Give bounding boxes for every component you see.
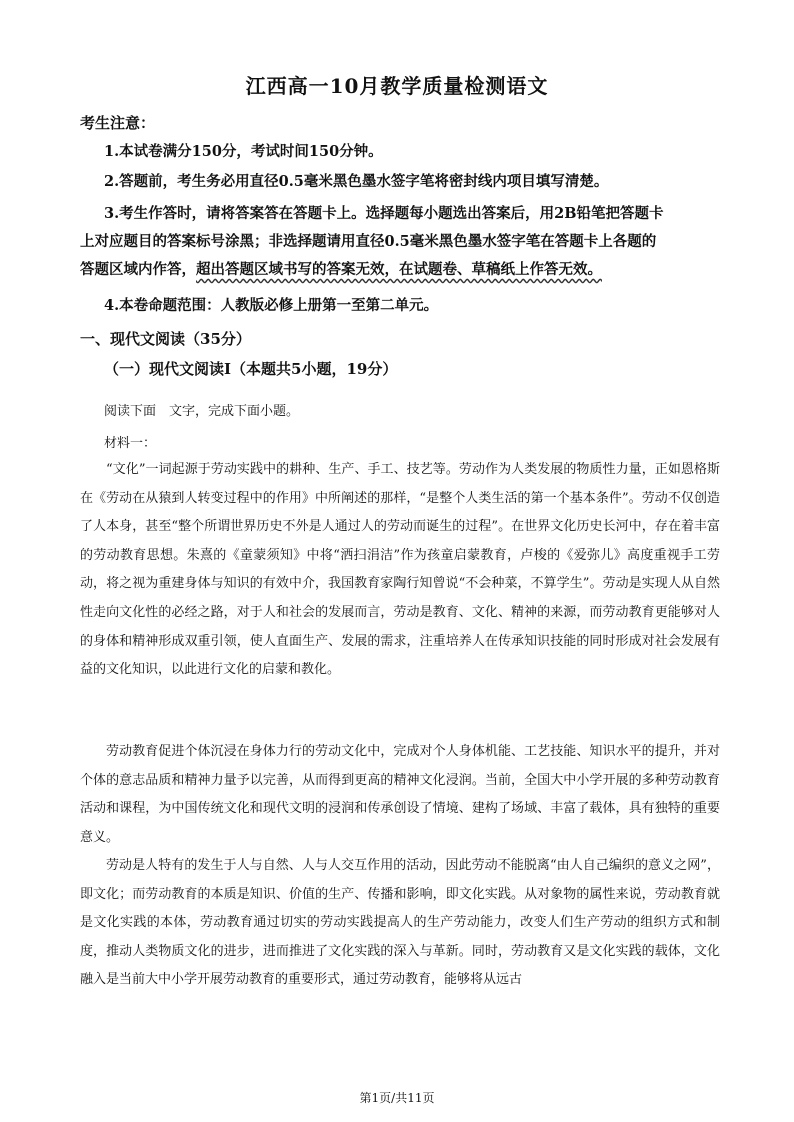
notice-item-2 bbox=[80, 168, 720, 196]
notice-item-2-text: 2.答题前，考生务必用直径0.5毫米黑色墨水签字笔将密封线内项目填写清楚。 bbox=[104, 173, 609, 190]
material-label: 材料一： bbox=[104, 436, 157, 451]
page-number: 第1页/共11页 bbox=[359, 1091, 435, 1105]
page-title: 江西高一10月教学质量检测语文 bbox=[245, 74, 549, 98]
paragraph-2: 劳动教育促进个体沉浸在身体力行的劳动文化中，完成对个人身体机能、工艺技能、知识水平的提升，并对个体的意志品质和精神力量予以完善，从而得到更高的精神文化浸润。当前，全国大中小学开展的多种劳动教育活动和课程，为中国传统文化和现代文明的浸润和传承创设了情境、建构了场域、丰富了载体，具有独特的重要意义。 bbox=[80, 744, 720, 845]
notice-item-4-text: 4.本卷命题范围：人教版必修上册第一至第二单元。 bbox=[104, 297, 439, 314]
notice-item-1 bbox=[80, 138, 720, 166]
notice-item-1-text: 1.本试卷满分150分，考试时间150分钟。 bbox=[104, 143, 383, 160]
notice-item-3-emphasis: 超出答题区域书写的答案无效，在试题卷、草稿纸上作答无效。 bbox=[196, 261, 602, 278]
paragraph-1: “文化”一词起源于劳动实践中的耕种、生产、手工、技艺等。劳动作为人类发展的物质性力量，正如恩格斯在《劳动在从猿到人转变过程中的作用》中所阐述的那样，“是整个人类生活的第一个基本条件”。劳动不仅创造了人本身，甚至“整个所谓世界历史不外是人通过人的劳动而诞生的过程”。在世界文化历史长河中，存在着丰富的劳动教育思想。朱熹的《童蒙须知》中将“洒扫涓洁”作为孩童启蒙教育，卢梭的《爱弥儿》高度重视手工劳动，将之视为重建身体与知识的有效中介，我国教育家陶行知曾说“不会种菜，不算学生”。劳动是实现人从自然性走向文化性的必经之路，对于人和社会的发展而言，劳动是教育、文化、精神的来源，而劳动教育更能够对人的身体和精神形成双重引领，使人直面生产、发展的需求，注重培养人在传承知识技能的同时形成对社会发展有益的文化知识，以此进行文化的启蒙和教化。 bbox=[80, 462, 720, 678]
notice-item-3 bbox=[80, 200, 720, 284]
notice-item-3-line-3-plain: 答题区域内作答， bbox=[80, 261, 196, 278]
paragraph-3: 劳动是人特有的发生于人与自然、人与人交互作用的活动，因此劳动不能脱离“由人自己编织的意义之网”，即文化；而劳动教育的本质是知识、价值的生产、传播和影响，即文化实践。从对象物的属性来说，劳动教育就是文化实践的本体，劳动教育通过切实的劳动实践提高人的生产劳动能力，改变人们生产劳动的组织方式和制度，推动人类物质文化的进步，进而推进了文化实践的深入与革新。同时，劳动教育又是文化实践的载体，文化融入是当前大中小学开展劳动教育的重要形式，通过劳动教育，能够将从远古 bbox=[80, 858, 720, 988]
notice-item-3-line-2: 上对应题目的答案标号涂黑；非选择题请用直径0.5毫米黑色墨水签字笔在答题卡上各题的 bbox=[80, 233, 657, 250]
reading-instruction: 阅读下面 文字，完成下面小题。 bbox=[104, 404, 300, 419]
subsection-heading: （一）现代文阅读Ⅰ（本题共5小题，19分） bbox=[104, 360, 398, 378]
notice-item-3-line-1: 3.考生作答时，请将答案答在答题卡上。选择题每小题选出答案后，用2B铅笔把答题卡 bbox=[104, 205, 664, 222]
notice-heading: 考生注意： bbox=[80, 114, 156, 132]
notice-item-4 bbox=[80, 292, 720, 320]
section-heading: 一、现代文阅读（35分） bbox=[80, 330, 251, 348]
notice-item-3-line-3 bbox=[80, 256, 720, 284]
